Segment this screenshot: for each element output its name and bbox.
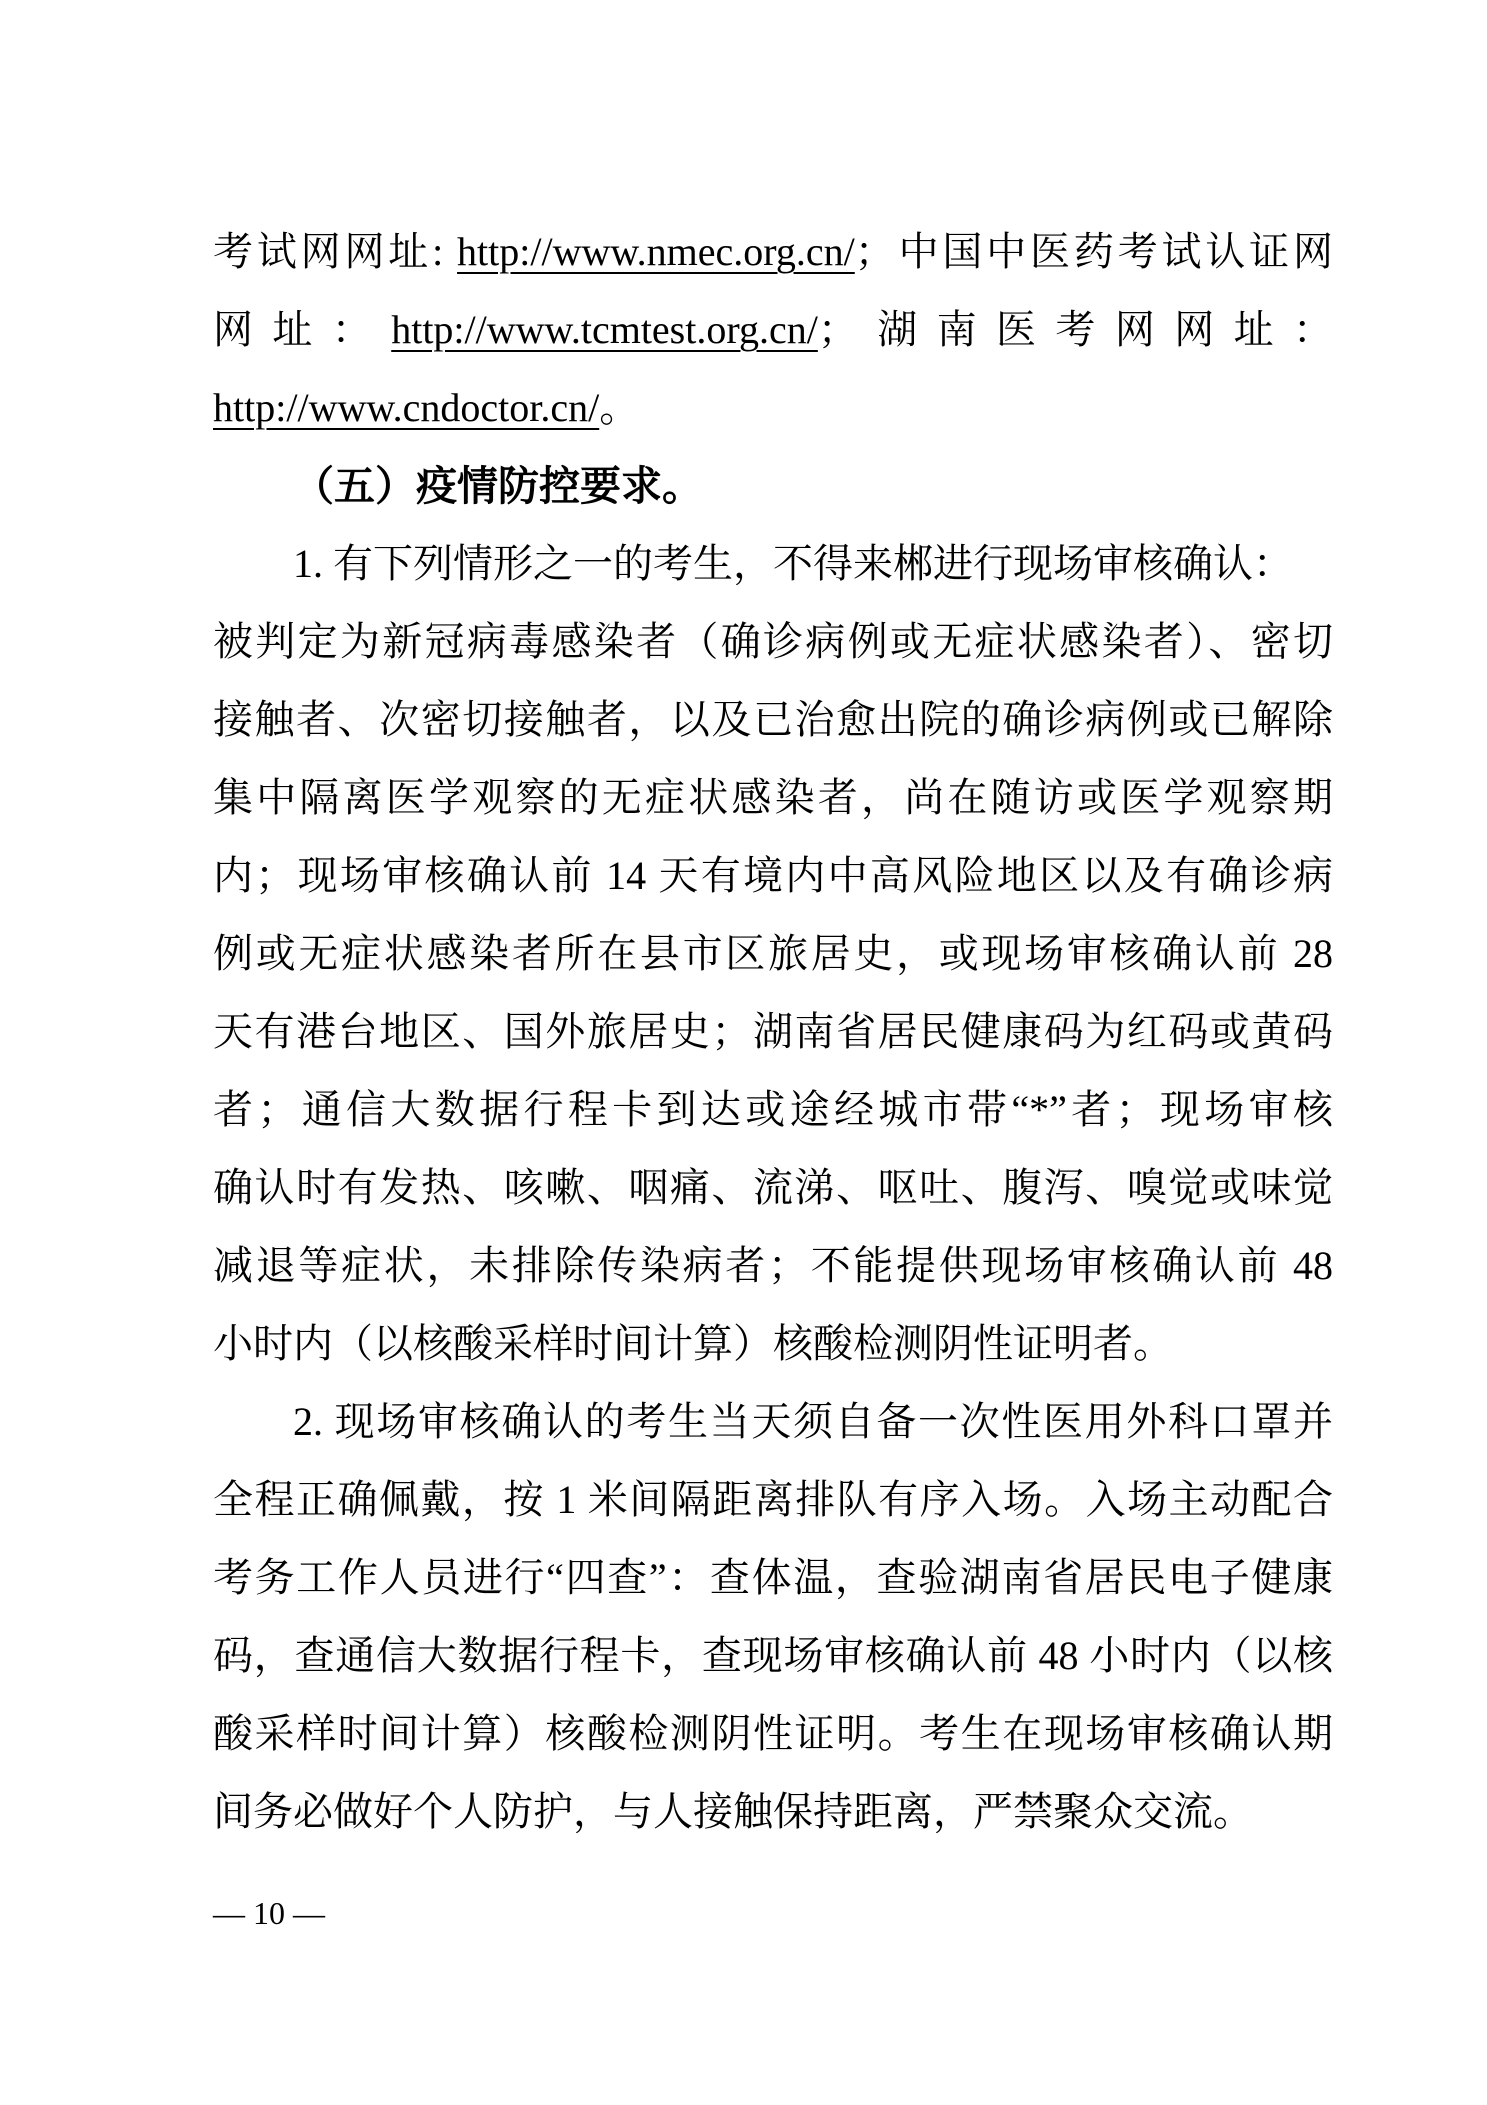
text-segment: 码，查通信大数据行程卡，查现场审核确认前 48 小时内（以核: [213, 1633, 1333, 1678]
item-2-line-2: [213, 1461, 1333, 1539]
item-1-line-7: [213, 993, 1333, 1071]
text-segment: 例或无症状感染者所在县市区旅居史，或现场审核确认前 28: [213, 931, 1333, 976]
text-segment: 小时内（以核酸采样时间计算）核酸检测阴性证明者。: [213, 1321, 1173, 1366]
item-2-line-6: [213, 1773, 1333, 1851]
item-2-line-3: [213, 1539, 1333, 1617]
item-2-line-4: [213, 1617, 1333, 1695]
body-line-urls-2: [213, 291, 1333, 369]
text-segment: 考务工作人员进行“四查”：查体温，查验湖南省居民电子健康: [213, 1555, 1333, 1600]
text-segment: 网址：: [213, 307, 392, 352]
text-segment: 酸采样时间计算）核酸检测阴性证明。考生在现场审核确认期: [213, 1711, 1333, 1756]
text-segment: 减退等症状，未排除传染病者；不能提供现场审核确认前 48: [213, 1243, 1333, 1288]
section-heading: [213, 447, 1333, 525]
text-segment: 间务必做好个人防护，与人接触保持距离，严禁聚众交流。: [213, 1789, 1253, 1834]
item-1-line-6: [213, 915, 1333, 993]
item-1-line-1: [213, 525, 1333, 603]
item-1-line-10: [213, 1227, 1333, 1305]
url-link[interactable]: http://www.nmec.org.cn/: [457, 229, 855, 274]
text-segment: 被判定为新冠病毒感染者（确诊病例或无症状感染者）、密切: [213, 619, 1333, 664]
text-segment: 。: [599, 385, 640, 430]
item-1-line-9: [213, 1149, 1333, 1227]
text-segment: ；中国中医药考试认证网: [854, 229, 1333, 274]
url-link[interactable]: http://www.tcmtest.org.cn/: [391, 307, 818, 352]
text-segment: （五）疫情防控要求。: [293, 463, 703, 509]
item-1-line-11: [213, 1305, 1333, 1383]
item-1-line-8: [213, 1071, 1333, 1149]
item-1-line-3: [213, 681, 1333, 759]
url-link[interactable]: http://www.cndoctor.cn/: [213, 385, 600, 430]
text-segment: 集中隔离医学观察的无症状感染者，尚在随访或医学观察期: [213, 775, 1333, 820]
item-2-line-5: [213, 1695, 1333, 1773]
document-content: [213, 213, 1333, 1851]
text-segment: 2. 现场审核确认的考生当天须自备一次性医用外科口罩并: [293, 1399, 1333, 1444]
item-1-line-4: [213, 759, 1333, 837]
item-2-line-1: [213, 1383, 1333, 1461]
item-1-line-5: [213, 837, 1333, 915]
text-segment: 者；通信大数据行程卡到达或途经城市带“*”者；现场审核: [213, 1087, 1333, 1132]
text-segment: ；湖南医考网网址：: [817, 307, 1334, 352]
text-segment: 接触者、次密切接触者，以及已治愈出院的确诊病例或已解除: [213, 697, 1333, 742]
text-segment: 确认时有发热、咳嗽、咽痛、流涕、呕吐、腹泻、嗅觉或味觉: [213, 1165, 1333, 1210]
text-segment: 1. 有下列情形之一的考生，不得来郴进行现场审核确认：: [293, 541, 1293, 586]
text-segment: 全程正确佩戴，按 1 米间隔距离排队有序入场。入场主动配合: [213, 1477, 1333, 1522]
body-line-urls-1: [213, 213, 1333, 291]
item-1-line-2: [213, 603, 1333, 681]
text-segment: 考试网网址:: [213, 229, 458, 274]
text-segment: 天有港台地区、国外旅居史；湖南省居民健康码为红码或黄码: [213, 1009, 1333, 1054]
page-number: — 10 —: [213, 1895, 325, 1931]
text-segment: 内；现场审核确认前 14 天有境内中高风险地区以及有确诊病: [213, 853, 1333, 898]
body-line-urls-3: [213, 369, 1333, 447]
